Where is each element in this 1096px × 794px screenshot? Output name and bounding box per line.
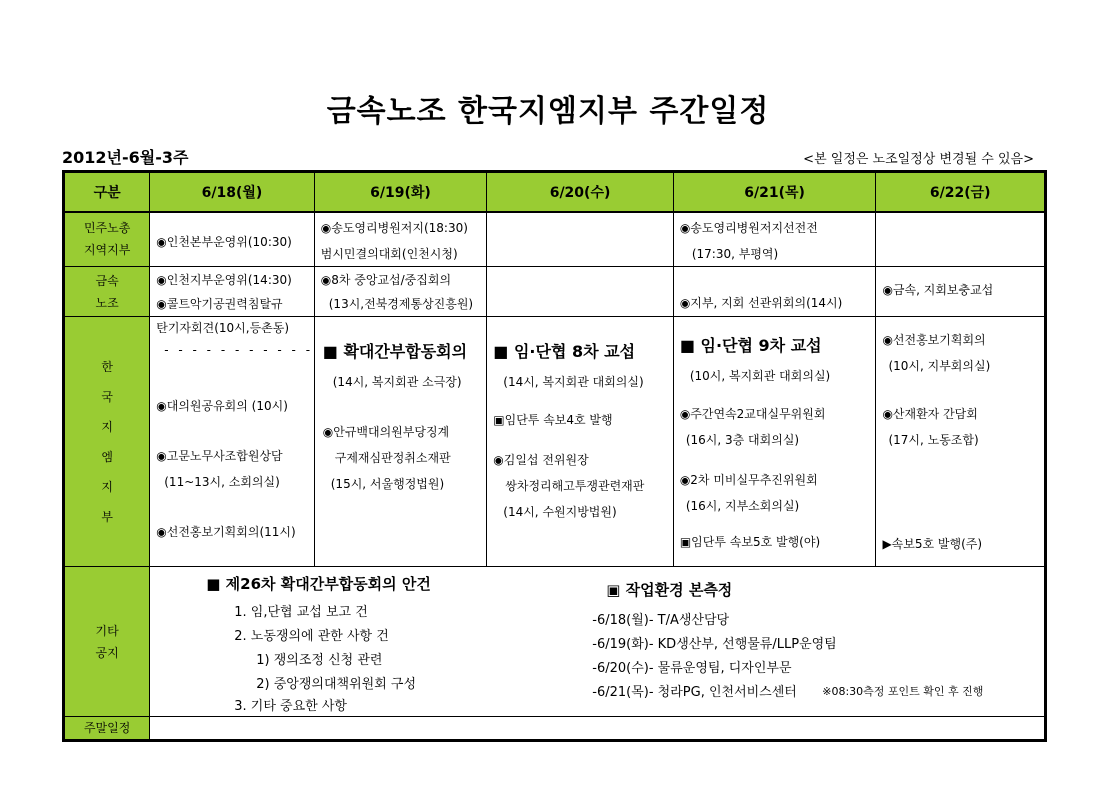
schedule-headline: ■ 확대간부합동회의 [322, 342, 468, 361]
category-label: 지 [101, 419, 113, 434]
schedule-item: ◉안규백대의원부당징계 [322, 425, 450, 439]
schedule-item: (10시, 지부회의실) [888, 359, 991, 373]
page-title: 금속노조 한국지엠지부 주간일정 [326, 94, 770, 129]
schedule-item: (17시, 노동조합) [888, 433, 979, 447]
schedule-item: (10시, 복지회관 대회의실) [689, 369, 831, 383]
measurement-title: ▣ 작업환경 본측정 [606, 581, 733, 599]
schedule-notice: <본 일정은 노조일정상 변경될 수 있음> [803, 152, 1034, 167]
schedule-item: ▣임단투 속보5호 발행(야) [679, 535, 821, 549]
cell-minju-thu [673, 212, 876, 267]
category-label: 지 [101, 479, 113, 494]
cell-geumsok-wed [487, 267, 674, 317]
measurement-item: -6/18(월)- T/A생산담당 [592, 613, 730, 628]
row-minju [64, 212, 1046, 267]
header-mon: 6/18(월) [150, 172, 315, 212]
category-label: 국 [101, 389, 113, 404]
cell-hanguk-fri [876, 317, 1046, 567]
schedule-item: ◉김일섭 전위원장 [493, 453, 589, 467]
category-label: 지역지부 [83, 243, 131, 258]
schedule-item: (14시, 복지회관 소극장) [332, 375, 462, 389]
category-label: 부 [101, 509, 113, 524]
schedule-item: (14시, 복지회관 대회의실) [503, 375, 644, 389]
measurement-note: ※08:30측정 포인트 확인 후 진행 [822, 685, 984, 698]
schedule-item: ◉송도영리병원저지선전전 [679, 220, 818, 235]
category-minju [64, 212, 150, 267]
schedule-item: ◉8차 중앙교섭/중집회의 [320, 273, 452, 287]
category-hanguk [64, 317, 150, 567]
measurement-item: -6/20(수)- 물류운영팀, 디자인부문 [592, 661, 792, 676]
category-label: 금속 [95, 273, 119, 288]
category-weekend: 주말일정 [64, 717, 150, 741]
header-row [64, 172, 1046, 212]
schedule-item: (14시, 수원지방법원) [503, 505, 617, 519]
schedule-item: ◉송도영리병원저지(18:30) [320, 220, 468, 235]
category-misc [64, 567, 150, 717]
cell-geumsok-mon [150, 267, 315, 317]
category-label: 민주노총 [83, 221, 131, 236]
agenda-item: 2. 노동쟁의에 관한 사항 건 [234, 629, 389, 644]
category-label: 한 [101, 359, 113, 374]
schedule-item: ◉고문노무사조합원상담 [156, 449, 283, 463]
schedule-item: ◉지부, 지회 선관위회의(14시) [679, 296, 843, 310]
schedule-item: ◉인천본부운영위(10:30) [156, 234, 292, 249]
measurement-item: -6/21(목)- 청라PG, 인천서비스센터 [592, 685, 797, 700]
cell-minju-wed [487, 212, 674, 267]
category-geumsok [64, 267, 150, 317]
category-label: 엠 [101, 449, 113, 464]
schedule-item: (16시, 3층 대회의실) [685, 433, 800, 447]
schedule-item: (16시, 지부소회의실) [685, 499, 800, 513]
cell-hanguk-wed [487, 317, 674, 567]
divider-dashes: - - - - - - - - - - - [164, 343, 314, 357]
schedule-item: (13시,전북경제통상진흥원) [328, 297, 474, 311]
schedule-item: ◉선전홍보기획회의(11시) [156, 525, 296, 539]
cell-minju-fri [876, 212, 1046, 267]
schedule-item: (15시, 서울행정법원) [330, 477, 445, 491]
agenda-subitem: 1) 쟁의조정 신청 관련 [256, 653, 383, 668]
header-tue: 6/19(화) [314, 172, 487, 212]
category-label: 공지 [95, 645, 119, 660]
cell-hanguk-thu [673, 317, 876, 567]
schedule-item: ▶속보5호 발행(주) [882, 537, 983, 551]
cell-weekend [150, 717, 1046, 741]
agenda-item: 1. 임,단협 교섭 보고 건 [234, 605, 368, 620]
category-label: 노조 [95, 295, 119, 310]
header-category: 구분 [64, 172, 150, 212]
schedule-item: (17:30, 부평역) [691, 246, 779, 261]
agenda-title: ■ 제26차 확대간부합동회의 안건 [206, 575, 431, 593]
schedule-item: 범시민결의대회(인천시청) [320, 246, 458, 261]
cell-minju-mon [150, 212, 315, 267]
schedule-item: ◉대의원공유회의 (10시) [156, 399, 288, 413]
schedule-item: 탄기자회견(10시,등촌동) [156, 321, 290, 335]
schedule-item: ◉인천지부운영위(14:30) [156, 273, 292, 287]
header-wed: 6/20(수) [487, 172, 674, 212]
week-label: 2012년-6월-3주 [62, 148, 189, 167]
cell-misc-notice [150, 567, 1046, 717]
agenda-item: 3. 기타 중요한 사항 [234, 699, 347, 714]
schedule-item: (11~13시, 소회의실) [164, 475, 280, 489]
schedule-item: ◉콜트악기공권력침탈규 [156, 297, 283, 311]
row-misc [64, 567, 1046, 717]
header-thu: 6/21(목) [673, 172, 876, 212]
row-weekend [64, 717, 1046, 741]
weekly-schedule-table [62, 170, 1047, 742]
schedule-item: ◉주간연속2교대실무위원회 [679, 407, 826, 421]
cell-hanguk-tue [314, 317, 487, 567]
schedule-headline: ■ 임·단협 9차 교섭 [679, 336, 822, 355]
schedule-item: ◉2차 미비실무추진위원회 [679, 473, 818, 487]
cell-geumsok-thu [673, 267, 876, 317]
row-hanguk [64, 317, 1046, 567]
cell-geumsok-tue [314, 267, 487, 317]
row-geumsok [64, 267, 1046, 317]
header-fri: 6/22(금) [876, 172, 1046, 212]
cell-geumsok-fri [876, 267, 1046, 317]
cell-minju-tue [314, 212, 487, 267]
cell-hanguk-mon [150, 317, 315, 567]
schedule-headline: ■ 임·단협 8차 교섭 [493, 342, 636, 361]
schedule-item: ◉산재환자 간담회 [882, 407, 978, 421]
category-label: 기타 [95, 623, 119, 638]
schedule-item: ▣임단투 속보4호 발행 [493, 413, 613, 427]
schedule-item: 쌍차정리해고투쟁관련재판 [505, 479, 645, 493]
measurement-item: -6/19(화)- KD생산부, 선행물류/LLP운영팀 [592, 637, 837, 652]
agenda-subitem: 2) 중앙쟁의대책위원회 구성 [256, 677, 416, 692]
schedule-item: 구제재심판정취소재판 [334, 451, 451, 465]
schedule-item: ◉금속, 지회보충교섭 [882, 283, 994, 297]
schedule-item: ◉선전홍보기획회의 [882, 333, 986, 347]
